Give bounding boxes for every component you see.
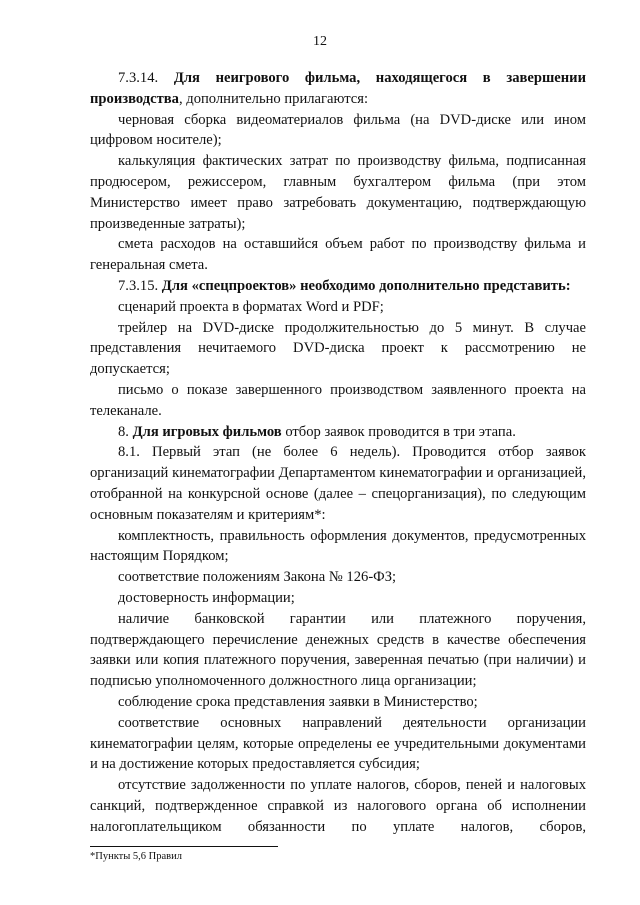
paragraph-7-3-14 [90,68,586,110]
footnote-divider [90,846,278,847]
paragraph: соответствие основных направлений деятельности организации кинематографии целям, которые определены ее учредительными документами и на достижение которых предоставляется субсидия; [90,714,586,773]
paragraph: смета расходов на оставшийся объем работ по производству фильма и генеральная смета. [90,236,586,274]
paragraph: сценарий проекта в форматах Word и PDF; [118,298,384,315]
clause-heading: Для неигрового фильма, находящегося в завершении производства [90,70,587,107]
paragraph: черновая сборка видеоматериалов фильма (на DVD-диске или ином цифровом носителе); [90,111,586,149]
clause-heading: Для игровых фильмов [132,423,282,440]
page-number: 12 [313,34,327,49]
paragraph: комплектность, правильность оформления документов, предусмотренных настоящим Порядком; [90,527,586,565]
paragraph: отсутствие задолженности по уплате налогов, сборов, пеней и налоговых санкций, подтвержденное справкой из налогового органа об исполнении налогоплательщиком обязанности по уплате налогов, сборов, [90,777,586,835]
clause-heading: Для «спецпроектов» необходимо дополнительно представить: [161,277,571,294]
paragraph: трейлер на DVD-диске продолжительностью до 5 минут. В случае представления нечитаемого DVD-диска проект к рассмотрению не допускается; [90,319,586,378]
paragraph: соответствие положениям Закона № 126-ФЗ; [118,569,397,586]
paragraph: 8.1. Первый этап (не более 6 недель). Проводится отбор заявок организаций кинематографии Департаментом кинематографии и организацией, отобранной на конкурсной основе (далее – спецорганизация), по следующим основным показателям и критериям*: [90,444,586,523]
footnote: *Пункты 5,6 Правил [90,851,182,862]
clause-text: , дополнительно прилагаются: [178,90,369,107]
clause-number: 7.3.14. [118,70,159,86]
paragraph: письмо о показе завершенного производством заявленного проекта на телеканале. [90,381,586,419]
paragraph-8 [90,422,586,443]
paragraph: наличие банковской гарантии или платежного поручения, подтверждающего перечисление денежных средств в качестве обеспечения заявки или копия платежного поручения, заверенная печатью (при наличии) и подписью уполномоченного должностного лица организации; [90,610,586,690]
paragraph: достоверность информации; [118,589,295,606]
paragraph-7-3-15 [90,276,586,297]
paragraph: соблюдение срока представления заявки в Министерство; [118,693,478,710]
clause-number: 7.3.15. [118,277,159,294]
clause-number: 8. [118,423,129,440]
document-body [90,68,586,837]
clause-text: отбор заявок проводится в три этапа. [281,423,516,440]
paragraph: калькуляция фактических затрат по производству фильма, подписанная продюсером, режиссером, главным бухгалтером фильма (при этом Министерство имеет право затребовать документацию, подтверждающую произведенные затраты); [90,153,586,232]
